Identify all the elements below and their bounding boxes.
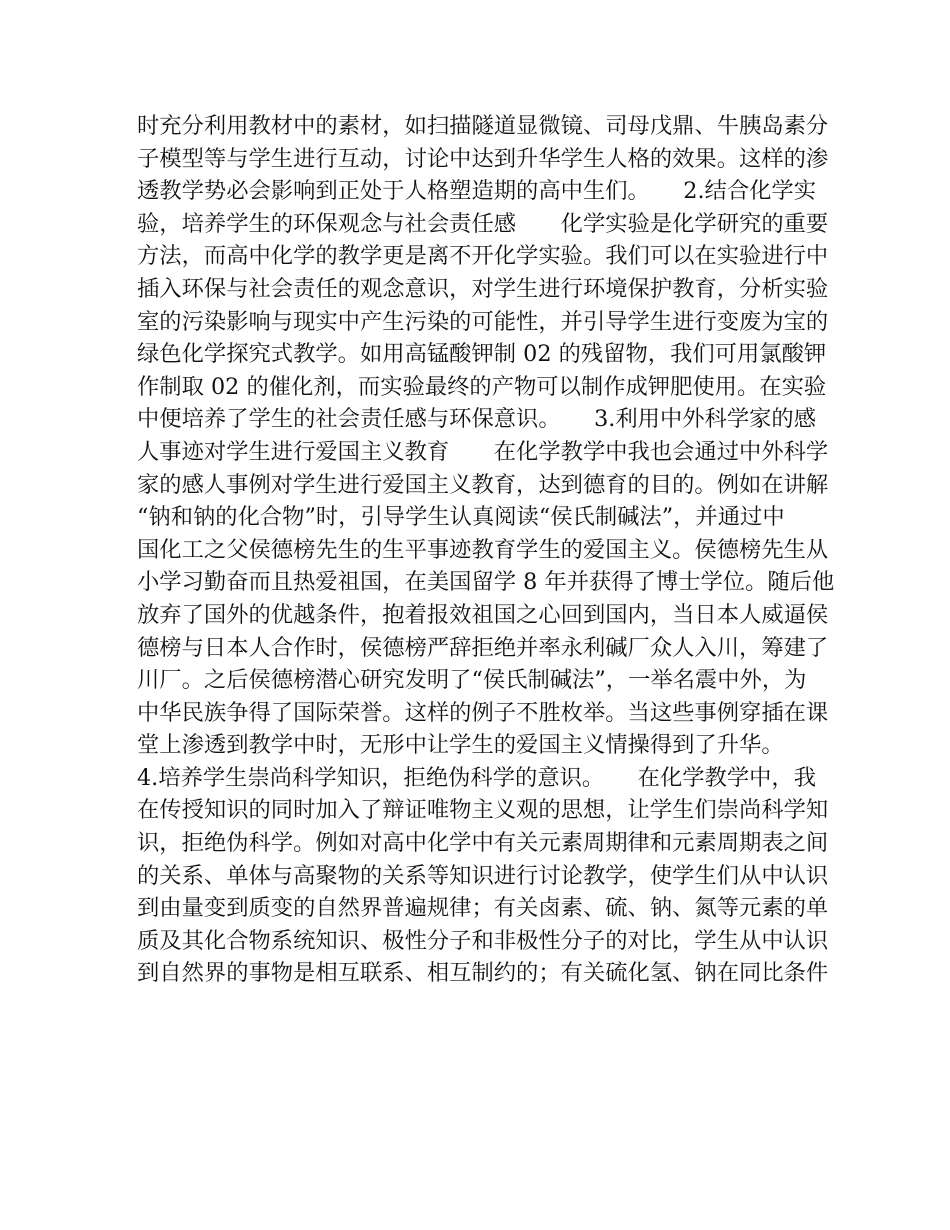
- text-line: 放弃了国外的优越条件，抱着报效祖国之心回到国内，当日本人威逼侯: [137, 601, 829, 628]
- text-line: 子模型等与学生进行互动，讨论中达到升华学生人格的效果。这样的渗: [137, 145, 829, 172]
- text-line: 绿色化学探究式教学。如用高锰酸钾制 02 的残留物，我们可用氯酸钾: [137, 341, 827, 368]
- text-line: 的关系、单体与高聚物的关系等知识进行讨论教学，使学生们从中认识: [137, 862, 829, 889]
- text-line: 插入环保与社会责任的观念意识，对学生进行环境保护教育，分析实验: [137, 275, 829, 302]
- text-line: “钠和钠的化合物”时，引导学生认真阅读“侯氏制碱法”，并通过中: [137, 504, 785, 531]
- text-line: 4.培养学生崇尚科学知识，拒绝伪科学的意识。 在化学教学中，我: [137, 764, 817, 791]
- text-line: 国化工之父侯德榜先生的生平事迹教育学生的爱国主义。侯德榜先生从: [137, 536, 829, 563]
- body-text: [137, 110, 835, 990]
- text-line: 人事迹对学生进行爱国主义教育 在化学教学中我也会通过中外科学: [137, 438, 829, 465]
- text-line: 小学习勤奋而且热爱祖国，在美国留学 8 年并获得了博士学位。随后他: [137, 569, 835, 596]
- text-line: 在传授知识的同时加入了辩证唯物主义观的思想，让学生们崇尚科学知: [137, 797, 829, 824]
- text-line: 质及其化合物系统知识、极性分子和非极性分子的对比，学生从中认识: [137, 927, 829, 954]
- text-line: 方法，而高中化学的教学更是离不开化学实验。我们可以在实验进行中: [137, 243, 829, 270]
- text-line: 作制取 02 的催化剂，而实验最终的产物可以制作成钾肥使用。在实验: [137, 373, 827, 400]
- text-line: 堂上渗透到教学中时，无形中让学生的爱国主义情操得到了升华。: [137, 732, 784, 759]
- text-line: 到由量变到质变的自然界普遍规律；有关卤素、硫、钠、氮等元素的单: [137, 895, 829, 922]
- text-line: 川厂。之后侯德榜潜心研究发明了“侯氏制碱法”，一举名震中外，为: [137, 667, 807, 694]
- text-line: 家的感人事例对学生进行爱国主义教育，达到德育的目的。例如在讲解: [137, 471, 829, 498]
- text-line: 室的污染影响与现实中产生污染的可能性，并引导学生进行变废为宝的: [137, 308, 829, 335]
- text-line: 中便培养了学生的社会责任感与环保意识。 3.利用中外科学家的感: [137, 406, 817, 433]
- text-line: 验，培养学生的环保观念与社会责任感 化学实验是化学研究的重要: [137, 210, 829, 237]
- text-line: 中华民族争得了国际荣誉。这样的例子不胜枚举。当这些事例穿插在课: [137, 699, 829, 726]
- text-line: 透教学势必会影响到正处于人格塑造期的高中生们。 2.结合化学实: [137, 178, 817, 205]
- text-line: 时充分利用教材中的素材，如扫描隧道显微镜、司母戊鼎、牛胰岛素分: [137, 113, 829, 139]
- text-line: 识，拒绝伪科学。例如对高中化学中有关元素周期律和元素周期表之间: [137, 830, 829, 857]
- text-line: 德榜与日本人合作时，侯德榜严辞拒绝并率永利碱厂众人入川，筹建了: [137, 634, 829, 661]
- text-line: 到自然界的事物是相互联系、相互制约的；有关硫化氢、钠在同比条件: [137, 960, 829, 987]
